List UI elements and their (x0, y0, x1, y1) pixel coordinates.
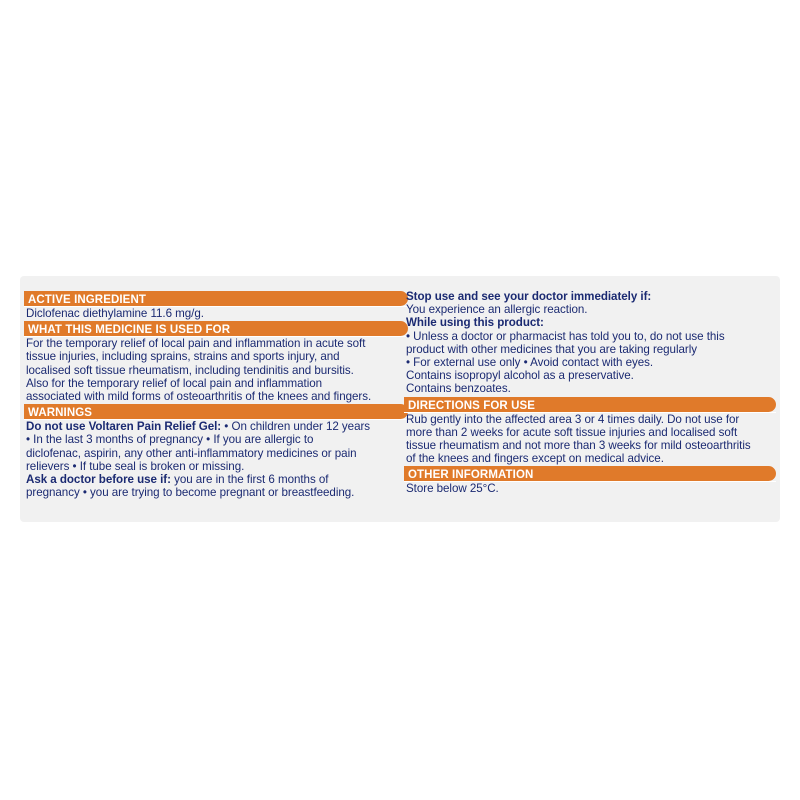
drug-facts-panel (20, 276, 780, 522)
stop-use-text (404, 290, 776, 396)
stop-use-line: You experience an allergic reaction. (406, 303, 588, 317)
uses-line: associated with mild forms of osteoarthritis of the knees and fingers. (26, 390, 372, 404)
uses-line: For the temporary relief of local pain and inflammation in acute soft (26, 337, 366, 351)
other-information-line: Store below 25°C. (406, 482, 499, 496)
uses-text (24, 337, 408, 403)
directions-line: more than 2 weeks for acute soft tissue injuries and localised soft (406, 425, 738, 439)
do-not-use-line: diclofenac, aspirin, any other anti-inflammatory medicines or pain (26, 446, 357, 460)
while-using-line: • Unless a doctor or pharmacist has told you to, do not use this (406, 329, 725, 343)
directions-text (404, 413, 776, 466)
other-information-text (404, 482, 776, 495)
uses-line: tissue injuries, including sprains, strains and sports injury, and (26, 350, 340, 364)
while-using-line: Contains benzoates. (406, 382, 511, 396)
uses-header-label: WHAT THIS MEDICINE IS USED FOR (28, 324, 231, 337)
warnings-text (24, 420, 408, 499)
uses-line: localised soft tissue rheumatism, including tendinitis and bursitis. (26, 363, 354, 377)
ask-doctor-first-line: you are in the first 6 months of (170, 473, 329, 487)
directions-line: tissue rheumatism and not more than 3 weeks for mild osteoarthritis (406, 439, 751, 453)
active-ingredient-header (24, 291, 408, 307)
uses-line: Also for the temporary relief of local pain and inflammation (26, 376, 323, 390)
stop-use-heading: Stop use and see your doctor immediately if: (406, 290, 652, 303)
right-column (404, 290, 776, 496)
do-not-use-first-line: • On children under 12 years (221, 420, 371, 434)
other-information-header (404, 466, 776, 482)
ask-doctor-line: pregnancy • you are trying to become pregnant or breastfeeding. (26, 486, 355, 500)
active-ingredient-header-label: ACTIVE INGREDIENT (28, 294, 146, 306)
do-not-use-heading: Do not use Voltaren Pain Relief Gel: (26, 420, 222, 434)
other-information-header-label: OTHER INFORMATION (408, 469, 534, 482)
active-ingredient-line: Diclofenac diethylamine 11.6 mg/g. (26, 307, 204, 320)
while-using-line: • For external use only • Avoid contact with eyes. (406, 356, 654, 370)
warnings-header (24, 404, 408, 420)
active-ingredient-text (24, 307, 408, 320)
ask-doctor-line (26, 473, 406, 486)
while-using-line: Contains isopropyl alcohol as a preservative. (406, 369, 634, 383)
do-not-use-line: relievers • If tube seal is broken or missing. (26, 459, 245, 473)
while-using-heading: While using this product: (406, 316, 544, 330)
do-not-use-line (26, 420, 406, 433)
while-using-line: product with other medicines that you are taking regularly (406, 342, 697, 356)
left-column (24, 290, 408, 499)
directions-line: Rub gently into the affected area 3 or 4 times daily. Do not use for (406, 412, 740, 426)
directions-line: of the knees and fingers except on medical advice. (406, 452, 664, 466)
ask-doctor-heading: Ask a doctor before use if: (26, 473, 171, 487)
directions-header (404, 397, 776, 413)
do-not-use-line: • In the last 3 months of pregnancy • If you are allergic to (26, 433, 314, 447)
uses-header (24, 321, 408, 337)
directions-header-label: DIRECTIONS FOR USE (408, 399, 536, 412)
warnings-header-label: WARNINGS (28, 407, 93, 420)
